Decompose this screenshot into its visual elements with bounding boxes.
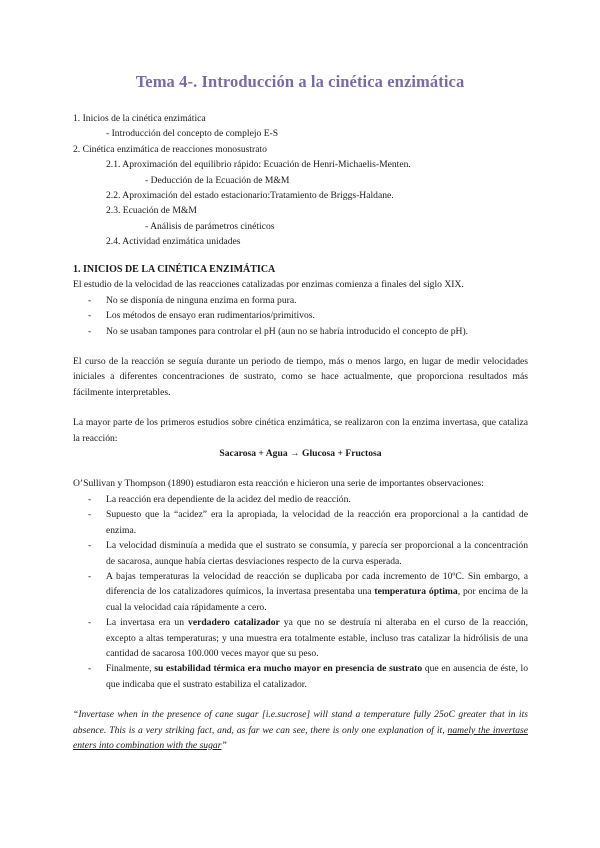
list-item: - La reacción era dependiente de la acidez del medio de reacción. <box>88 493 351 505</box>
bullet-list <box>73 492 528 692</box>
toc-item: 2. Cinética enzimática de reacciones monosustrato <box>73 143 267 155</box>
toc-item: 1. Inicios de la cinética enzimática <box>73 113 206 124</box>
toc-item: 2.3. Ecuación de M&M <box>106 205 197 217</box>
list-item: - A bajas temperaturas la velocidad de reacción se duplicaba por cada incremento de 10ºC. Sin embargo, a diferencia de los catalizadores químicos, la invertasa presentaba una temperatura óptima, por encima de la cual la velocidad caía rápidamente a cero. <box>88 570 528 613</box>
table-of-contents <box>73 111 533 250</box>
list-item: - Supuesto que la “acidez” era la apropiada, la velocidad de la reacción era proporcional a la cantidad de enzima. <box>88 509 528 536</box>
toc-item: - Introducción del concepto de complejo E-S <box>106 128 279 140</box>
toc-item: - Análisis de parámetros cinéticos <box>145 220 275 232</box>
list-item: - La invertasa era un verdadero catalizador ya que no se destruía ni alteraba en el curso de la reacción, excepto a altas temperaturas; y una muestra era totalmente estable, incluso tras catalizar la hidrólisis de una cantidad de sacarosa 100.000 veces mayor que su peso. <box>88 617 528 659</box>
section-heading: 1. INICIOS DE LA CINÉTICA ENZIMÁTICA <box>73 264 276 275</box>
list-item: - No se usaban tampones para controlar el pH (aun no se habría introducido el concepto de pH). <box>88 325 469 337</box>
toc-item: 2.2. Aproximación del estado estacionario:Tratamiento de Briggs-Haldane. <box>106 190 394 202</box>
list-item: - La velocidad disminuía a medida que el sustrato se consumía, y parecía ser proporcional a la concentración de sacarosa, aunque había ciertas desviaciones respecto de la curva esperada. <box>88 540 528 567</box>
list-item: - No se disponía de ninguna enzima en forma pura. <box>88 294 297 306</box>
paragraph: El estudio de la velocidad de las reacciones catalizadas por enzimas comienza a finales del siglo XIX. <box>73 279 464 291</box>
section-content <box>73 262 528 753</box>
bullet-list <box>73 293 528 339</box>
page-title: Tema 4-. Introducción a la cinética enzimática <box>135 72 465 91</box>
paragraph: La mayor parte de los primeros estudios sobre cinética enzimática, se realizaron con la enzima invertasa, que cataliza la reacción: <box>73 417 528 444</box>
paragraph: O’Sullivan y Thompson (1890) estudiaron esta reacción e hicieron una serie de importantes observaciones: <box>73 478 484 490</box>
reaction-equation: Sacarosa + Agua → Glucosa + Fructosa <box>219 448 382 460</box>
toc-item: 2.4. Actividad enzimática unidades <box>106 236 241 248</box>
paragraph: El curso de la reacción se seguía durante un periodo de tiempo, más o menos largo, en lugar de medir velocidades iniciales a diferentes concentraciones de sustrato, como se hace actualmente, que proporciona resultados más fácilmente interpretables. <box>73 356 528 398</box>
quote: “Invertase when in the presence of cane sugar [i.e.sucrose] will stand a temperature fully 25oC greater that in its absence. This is a very striking fact, and, as far we can see, there is only one explanation of it, namely the invertase enters into combination with the sugar” <box>73 709 528 751</box>
toc-item: - Deducción de la Ecuación de M&M <box>145 174 290 186</box>
toc-item: 2.1. Aproximación del equilibrio rápido: Ecuación de Henri-Michaelis-Menten. <box>106 159 411 171</box>
list-item: - Los métodos de ensayo eran rudimentarios/primitivos. <box>88 310 315 322</box>
list-item: - Finalmente, su estabilidad térmica era mucho mayor en presencia de sustrato que en ausencia de éste, lo que indicaba que el sustrato estabiliza el catalizador. <box>88 663 528 690</box>
